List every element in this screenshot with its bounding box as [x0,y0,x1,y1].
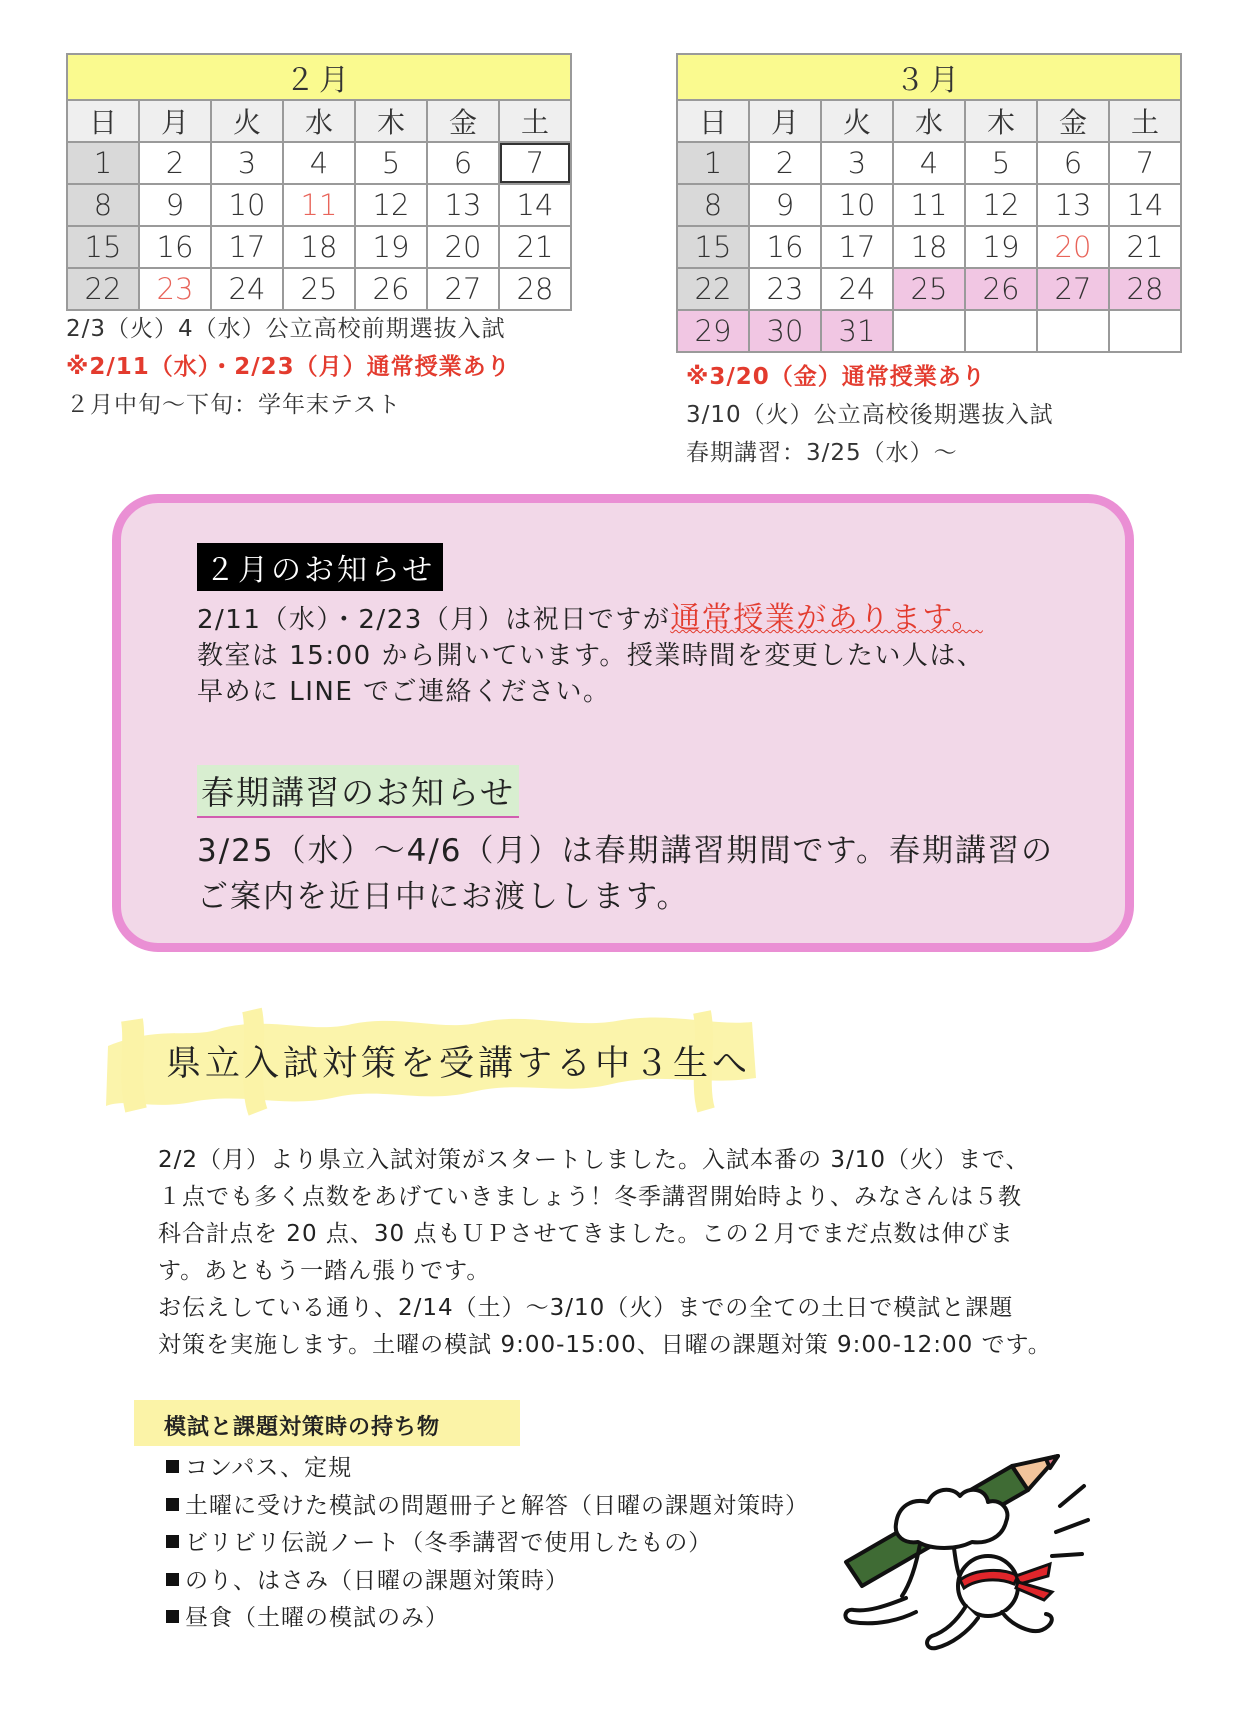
february-weekday: 火 [211,100,283,142]
march-day-cell: 28 [1109,268,1181,310]
march-day-cell: 10 [821,184,893,226]
february-notice-line-1 [197,601,984,638]
february-day-cell: 22 [67,268,139,310]
february-weekday: 日 [67,100,139,142]
spring-course-line-1: 3/25（水）～4/6（月）は春期講習期間です。春期講習の [197,833,1055,869]
march-week-row [677,310,1181,352]
march-day-cell: 30 [749,310,821,352]
pencil-mascot-icon [836,1436,1096,1656]
february-weekday: 金 [427,100,499,142]
february-notice-line-2: 教室は 15:00 から開いています。授業時間を変更したい人は、 [197,641,985,671]
paragraph-line: お伝えしている通り、2/14（土）～3/10（火）までの全ての土日で模試と課題 [158,1295,1014,1321]
february-day-cell: 8 [67,184,139,226]
march-weekday: 日 [677,100,749,142]
february-day-cell: 27 [427,268,499,310]
march-day-cell: 18 [893,226,965,268]
paragraph-line: 対策を実施します。土曜の模試 9:00-15:00、日曜の課題対策 9:00-12:00 です。 [158,1332,1052,1358]
march-day-cell: 23 [749,268,821,310]
section-title: 県立入試対策を受講する中３生へ [166,1044,752,1084]
march-weekday: 木 [965,100,1037,142]
february-day-cell: 24 [211,268,283,310]
item-text: 昼食（土曜の模試のみ） [185,1605,449,1631]
march-day-cell: 8 [677,184,749,226]
entrance-exam-paragraph [158,1142,1078,1364]
february-month-label: ２月 [67,54,571,100]
paragraph-line: 2/2（月）より県立入試対策がスタートしました。入試本番の 3/10（火）まで、 [158,1147,1030,1173]
february-note: 2/3（火）4（水）公立高校前期選抜入試 [66,316,506,342]
february-day-cell: 18 [283,226,355,268]
march-weekday: 土 [1109,100,1181,142]
march-day-cell: 17 [821,226,893,268]
february-weekday: 土 [499,100,571,142]
item-text: のり、はさみ（日曜の課題対策時） [185,1567,569,1594]
march-day-cell: 3 [821,142,893,184]
square-bullet-icon [166,1535,179,1548]
february-day-cell: 15 [67,226,139,268]
paragraph-line: 科合計点を 20 点、30 点もＵＰさせてきました。この２月でまだ点数は伸びま [158,1221,1014,1247]
march-day-cell: 11 [893,184,965,226]
march-day-cell [965,310,1037,352]
february-day-cell: 25 [283,268,355,310]
march-note: ※3/20（金）通常授業あり [686,364,986,390]
march-day-cell: 22 [677,268,749,310]
spring-course-heading: 春期講習のお知らせ [197,765,519,818]
march-day-cell: 1 [677,142,749,184]
february-weekday: 月 [139,100,211,142]
march-notes [686,358,1054,472]
march-day-cell: 12 [965,184,1037,226]
march-day-cell: 4 [893,142,965,184]
march-day-cell: 26 [965,268,1037,310]
march-day-cell: 16 [749,226,821,268]
february-notice-line-1-text: 2/11（水）・2/23（月）は祝日ですが [197,605,671,635]
february-notice-body [197,601,984,710]
march-weekday: 金 [1037,100,1109,142]
february-day-cell: 10 [211,184,283,226]
paragraph-1 [158,1142,1078,1290]
item-text: コンパス、定規 [185,1455,353,1481]
march-month-label: ３月 [677,54,1181,100]
notice-box [112,494,1134,952]
march-weekday: 火 [821,100,893,142]
spring-course-line-2: ご案内を近日中にお渡しします。 [197,879,690,915]
item-list-entry [166,1488,809,1526]
february-day-cell: 21 [499,226,571,268]
february-weekday: 水 [283,100,355,142]
february-week-row [67,226,571,268]
february-notice-line-3: 早めに LINE でご連絡ください。 [197,677,611,707]
february-calendar [66,53,572,311]
march-week-row [677,142,1181,184]
march-day-cell: 6 [1037,142,1109,184]
march-calendar [676,53,1182,353]
february-note: ２月中旬～下旬：学年末テスト [66,392,402,418]
february-day-cell: 1 [67,142,139,184]
february-day-cell: 14 [499,184,571,226]
march-day-cell: 5 [965,142,1037,184]
march-week-row [677,184,1181,226]
items-heading: 模試と課題対策時の持ち物 [164,1415,441,1440]
february-week-row [67,142,571,184]
february-notes [66,310,511,424]
march-day-cell [1037,310,1109,352]
regular-class-emphasis: 通常授業があります。 [670,601,983,636]
march-weekday: 水 [893,100,965,142]
march-weekday: 月 [749,100,821,142]
march-day-cell: 13 [1037,184,1109,226]
march-day-cell: 29 [677,310,749,352]
february-weekday: 木 [355,100,427,142]
march-day-cell: 15 [677,226,749,268]
february-day-cell: 28 [499,268,571,310]
february-day-cell: 17 [211,226,283,268]
march-day-cell: 25 [893,268,965,310]
items-list [166,1450,809,1638]
february-week-row [67,268,571,310]
march-day-cell: 9 [749,184,821,226]
february-day-cell: 13 [427,184,499,226]
march-day-cell: 31 [821,310,893,352]
march-day-cell [1109,310,1181,352]
paragraph-2 [158,1290,1078,1364]
february-note: ※2/11（水）・2/23（月）通常授業あり [66,354,511,380]
march-week-row [677,268,1181,310]
february-day-cell: 23 [139,268,211,310]
february-day-cell: 16 [139,226,211,268]
item-list-entry [166,1600,809,1638]
february-day-cell: 6 [427,142,499,184]
square-bullet-icon [166,1498,179,1511]
item-list-entry [166,1563,809,1601]
february-weekday-row [67,100,571,142]
february-day-cell: 7 [499,142,571,184]
february-day-cell: 4 [283,142,355,184]
february-notice-heading: ２月のお知らせ [197,543,443,591]
march-day-cell: 27 [1037,268,1109,310]
february-week-row [67,184,571,226]
item-text: ビリビリ伝説ノート（冬季講習で使用したもの） [185,1530,713,1556]
item-list-entry [166,1525,809,1563]
square-bullet-icon [166,1610,179,1623]
february-day-cell: 26 [355,268,427,310]
item-text: 土曜に受けた模試の問題冊子と解答（日曜の課題対策時） [185,1492,809,1519]
february-day-cell: 20 [427,226,499,268]
february-day-cell: 9 [139,184,211,226]
item-list-entry [166,1450,809,1488]
february-day-cell: 5 [355,142,427,184]
march-day-cell: 21 [1109,226,1181,268]
march-note: 3/10（火）公立高校後期選抜入試 [686,402,1054,428]
paragraph-line: １点でも多く点数をあげていきましょう！冬季講習開始時より、みなさんは５教 [158,1184,1022,1210]
march-day-cell: 24 [821,268,893,310]
february-day-cell: 19 [355,226,427,268]
march-day-cell: 14 [1109,184,1181,226]
february-day-cell: 11 [283,184,355,226]
march-note: 春期講習：3/25（水）～ [686,440,958,466]
march-day-cell: 7 [1109,142,1181,184]
february-day-cell: 3 [211,142,283,184]
march-weekday-row [677,100,1181,142]
march-day-cell: 20 [1037,226,1109,268]
square-bullet-icon [166,1573,179,1586]
february-day-cell: 2 [139,142,211,184]
march-day-cell [893,310,965,352]
spring-course-body [197,828,1054,920]
march-day-cell: 19 [965,226,1037,268]
february-day-cell: 12 [355,184,427,226]
march-day-cell: 2 [749,142,821,184]
square-bullet-icon [166,1460,179,1473]
march-week-row [677,226,1181,268]
paragraph-line: す。あともう一踏ん張りです。 [158,1258,491,1284]
